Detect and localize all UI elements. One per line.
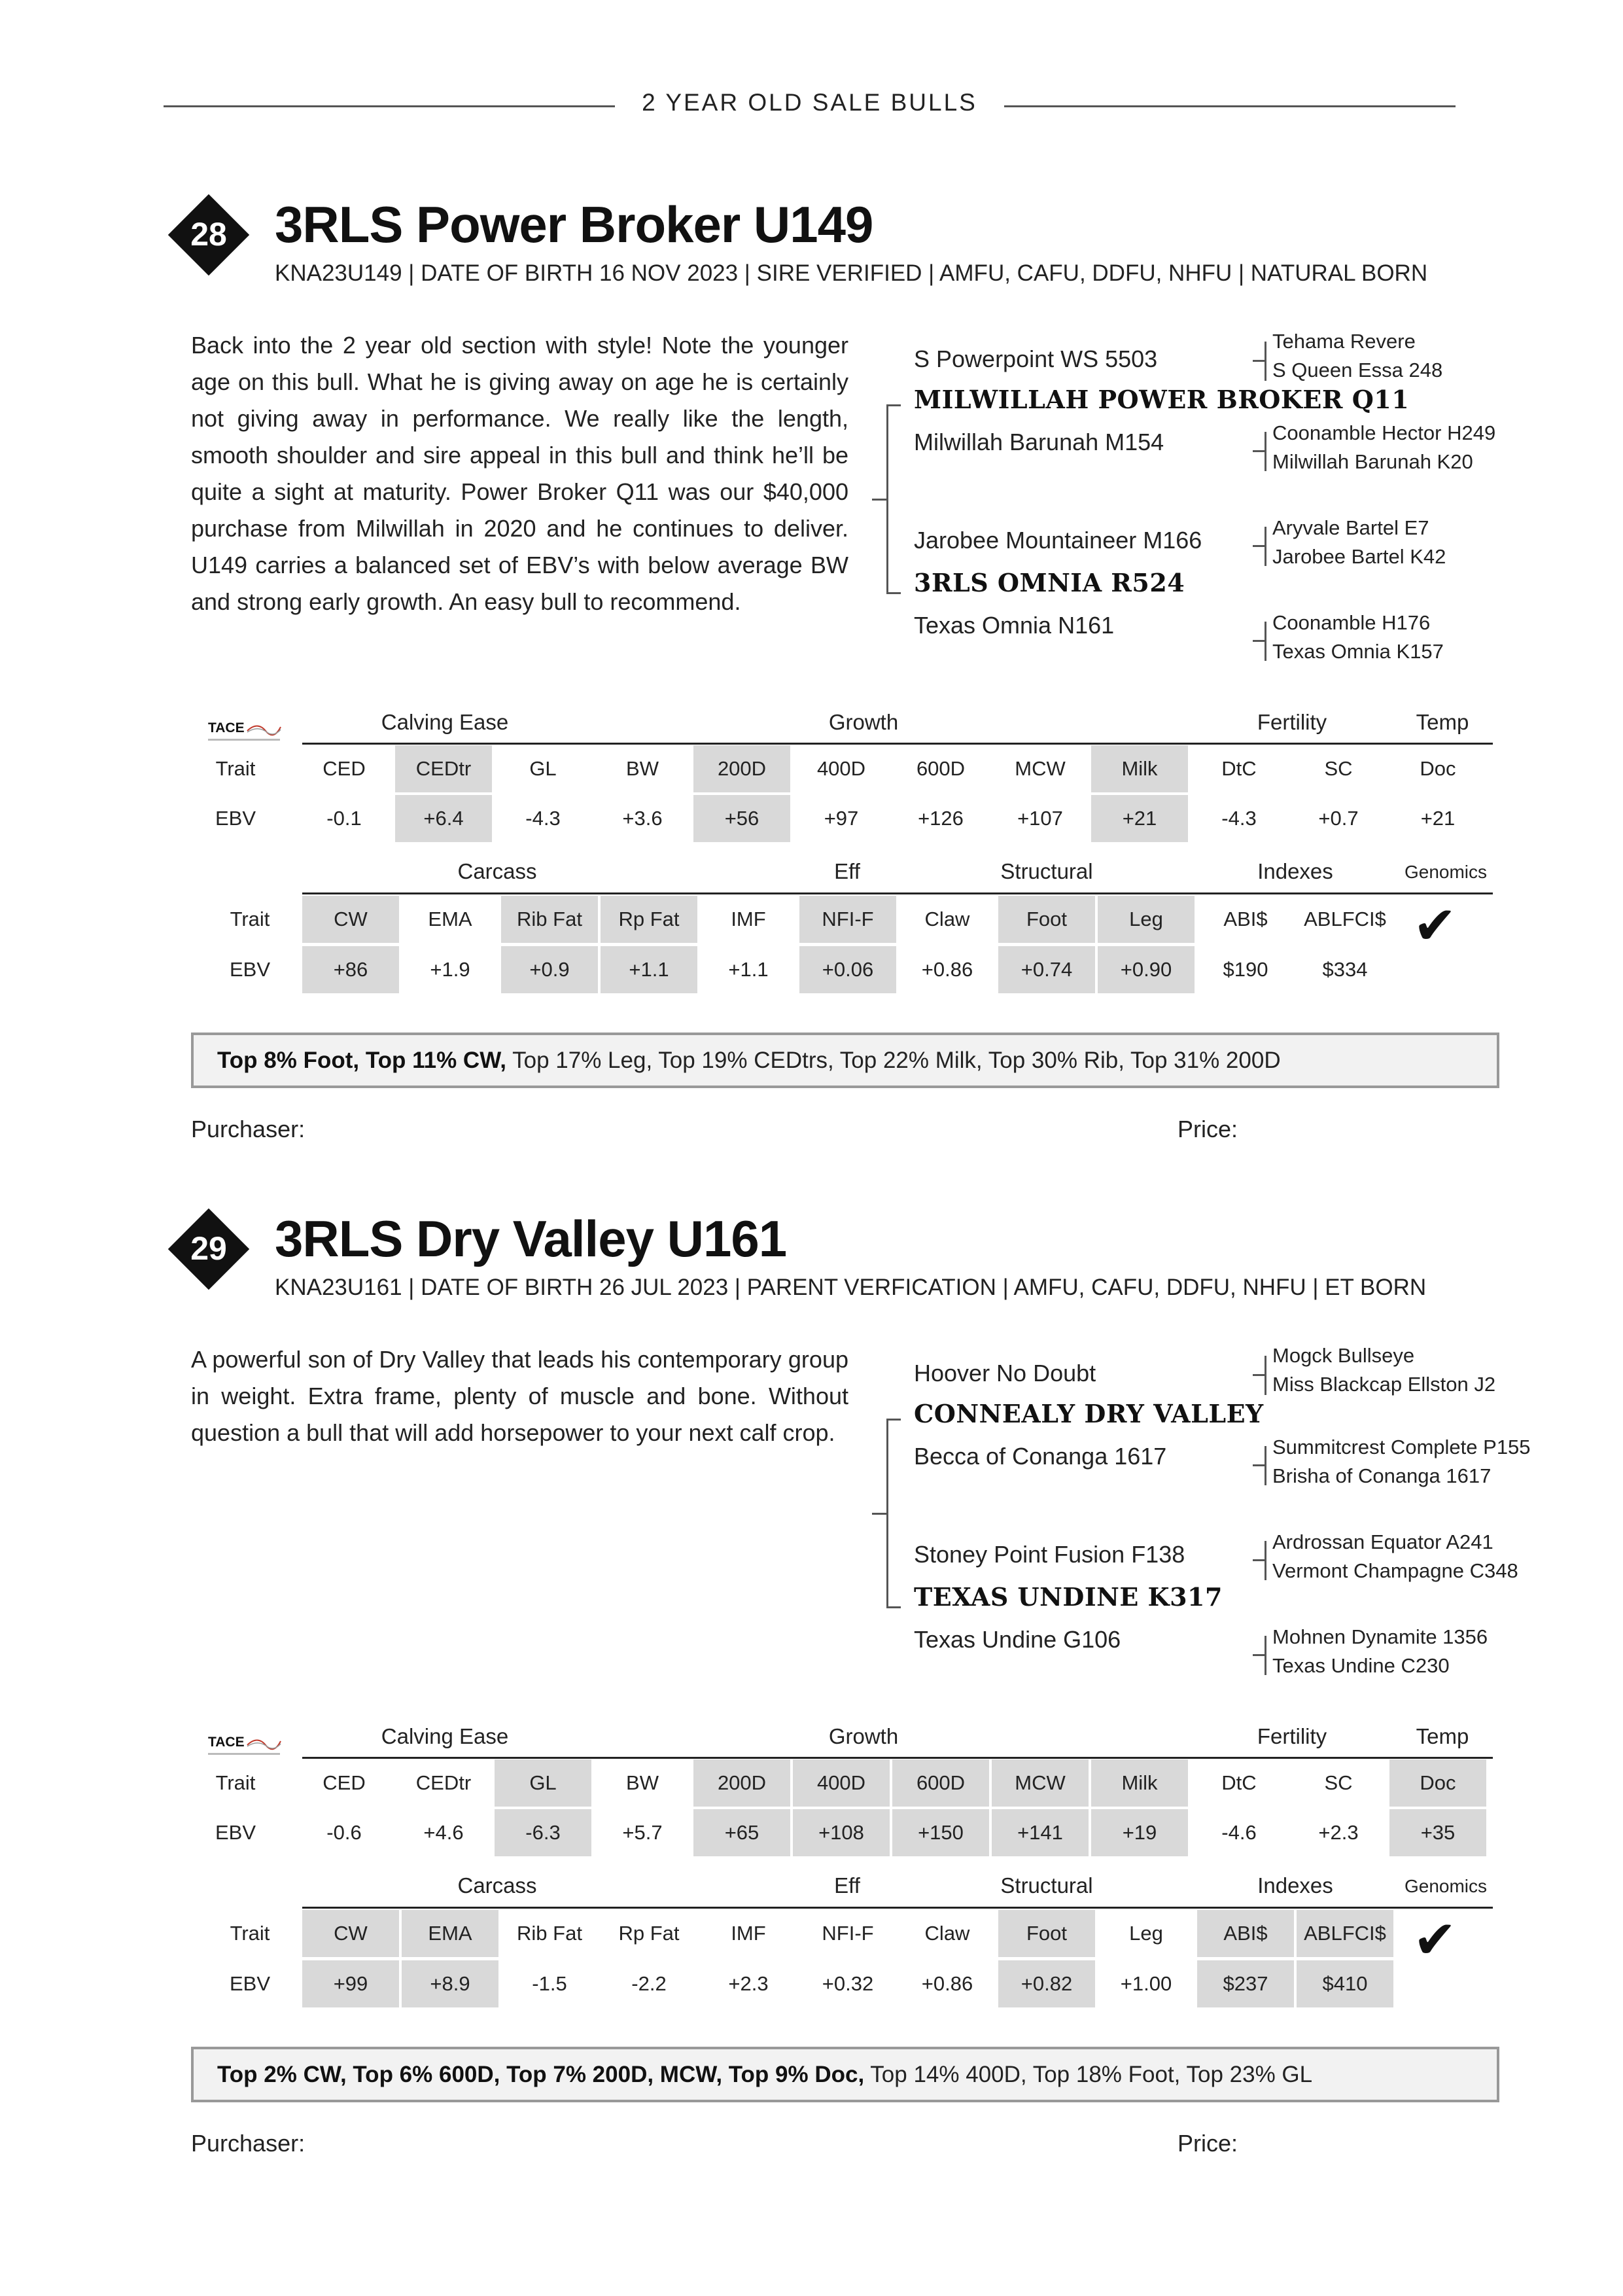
group-calving-ease: Calving Ease bbox=[381, 1724, 509, 1748]
pedigree-sire-dam: Milwillah Barunah M154 bbox=[914, 429, 1164, 455]
pedigree-bracket bbox=[886, 404, 901, 594]
ebv-value: +21 bbox=[1091, 795, 1188, 842]
trait-header: BW bbox=[626, 757, 659, 780]
grandparent: Coonamble Hector H249 bbox=[1272, 421, 1496, 444]
pedigree-bracket-stub bbox=[872, 1513, 888, 1515]
trait-header: Milk bbox=[1091, 1759, 1188, 1807]
ebv-value: +56 bbox=[693, 795, 790, 842]
ebv-value: +19 bbox=[1091, 1809, 1188, 1856]
group-indexes: Indexes bbox=[1257, 1873, 1333, 1898]
grandparent: Coonamble H176 bbox=[1272, 611, 1431, 634]
ebv-value: +108 bbox=[793, 1809, 890, 1856]
purchaser-label: Purchaser: bbox=[191, 2130, 305, 2157]
ebv-value: -4.3 bbox=[525, 807, 561, 830]
group-growth: Growth bbox=[828, 710, 899, 734]
ebv-value: +0.9 bbox=[501, 946, 598, 993]
trait-header: Rib Fat bbox=[501, 896, 598, 943]
grandparents-4 bbox=[1272, 609, 1444, 666]
ebv-value: +0.06 bbox=[799, 946, 896, 993]
genomics-check-icon: ✔ bbox=[1413, 1909, 1457, 1970]
trait-header: Claw bbox=[924, 908, 970, 930]
tace-logo-text: TACE bbox=[208, 720, 245, 735]
ebv-value: +126 bbox=[918, 807, 964, 830]
row-label-ebv: EBV bbox=[215, 1821, 256, 1844]
ebv-table bbox=[196, 1724, 1505, 2025]
grandparent: S Queen Essa 248 bbox=[1272, 359, 1443, 381]
pedigree-dam-dam: Texas Omnia N161 bbox=[914, 612, 1115, 639]
trait-header: Doc bbox=[1389, 1759, 1486, 1807]
ebv-value: +107 bbox=[1017, 807, 1063, 830]
ebv-value: -6.3 bbox=[495, 1809, 591, 1856]
ebv-value: -4.3 bbox=[1221, 807, 1257, 830]
lot-meta: KNA23U161 | DATE OF BIRTH 26 JUL 2023 | PARENT VERFICATION | AMFU, CAFU, DDFU, NHFU | ET BORN bbox=[275, 1275, 1427, 1300]
grandparent: Miss Blackcap Ellston J2 bbox=[1272, 1373, 1496, 1396]
trait-header: 600D bbox=[892, 1759, 989, 1807]
grandparent: Jarobee Bartel K42 bbox=[1272, 545, 1446, 568]
grandparents-1 bbox=[1272, 1341, 1495, 1399]
pedigree-sire: MILWILLAH POWER BROKER Q11 bbox=[914, 385, 1410, 414]
ebv-value: +141 bbox=[992, 1809, 1089, 1856]
gp-connector bbox=[1253, 1356, 1266, 1395]
grandparents-2 bbox=[1272, 1433, 1531, 1491]
pedigree-sire-sire: S Powerpoint WS 5503 bbox=[914, 345, 1158, 372]
trait-header: 200D bbox=[693, 1759, 790, 1807]
trait-header: CEDtr bbox=[395, 745, 492, 792]
grandparent: Brisha of Conanga 1617 bbox=[1272, 1464, 1492, 1487]
row-label-trait-2: Trait bbox=[230, 1922, 270, 1945]
ebv-value: +2.3 bbox=[728, 1972, 769, 1995]
ebv-value: +8.9 bbox=[402, 1960, 498, 2007]
ebv-value: -1.5 bbox=[532, 1972, 567, 1995]
trait-header: Rp Fat bbox=[618, 1922, 680, 1945]
trait-header: NFI-F bbox=[799, 896, 896, 943]
tace-logo-text: TACE bbox=[208, 1735, 245, 1750]
ebv-value: +6.4 bbox=[395, 795, 492, 842]
ebv-value: -0.6 bbox=[326, 1821, 362, 1844]
pedigree-sire: CONNEALY DRY VALLEY bbox=[914, 1399, 1264, 1428]
ebv-value: -0.1 bbox=[326, 807, 362, 830]
pedigree-sire-dam: Becca of Conanga 1617 bbox=[914, 1443, 1167, 1470]
trait-header: 400D bbox=[816, 757, 866, 780]
gp-connector bbox=[1253, 1636, 1266, 1675]
pedigree-bracket-stub bbox=[872, 499, 888, 501]
gp-connector bbox=[1253, 1446, 1266, 1485]
genomics-check-icon: ✔ bbox=[1413, 895, 1457, 956]
trait-header: 600D bbox=[916, 757, 966, 780]
pedigree bbox=[867, 1341, 1586, 1695]
row-label-trait: Trait bbox=[215, 1771, 256, 1794]
ebv-value: +0.86 bbox=[921, 1972, 973, 1995]
trait-header: CED bbox=[323, 1771, 366, 1794]
group-temp: Temp bbox=[1416, 1724, 1469, 1748]
section-title: 2 YEAR OLD SALE BULLS bbox=[642, 89, 977, 116]
ebv-value: +4.6 bbox=[423, 1821, 464, 1844]
ebv-value: +97 bbox=[824, 807, 859, 830]
group-temp: Temp bbox=[1416, 710, 1469, 734]
ebv-value: $410 bbox=[1297, 1960, 1393, 2007]
trait-header: SC bbox=[1324, 1771, 1353, 1794]
grandparent: Aryvale Bartel E7 bbox=[1272, 516, 1429, 539]
row-label-ebv-2: EBV bbox=[229, 958, 271, 981]
ebv-value: +1.1 bbox=[728, 958, 769, 981]
trait-header: Foot bbox=[998, 1910, 1095, 1957]
trait-header: Rp Fat bbox=[601, 896, 697, 943]
group-eff: Eff bbox=[834, 859, 860, 883]
trait-header: IMF bbox=[731, 908, 766, 930]
lot-description: A powerful son of Dry Valley that leads his contemporary group in weight. Extra frame, plenty of muscle and bone. Without question a bull that will add horsepower to your next calf crop. bbox=[191, 1346, 848, 1446]
grandparents-2 bbox=[1272, 419, 1495, 476]
trait-header: ABI$ bbox=[1223, 908, 1268, 930]
pedigree-sire-sire: Hoover No Doubt bbox=[914, 1360, 1096, 1386]
ebv-table bbox=[196, 710, 1505, 1011]
row-label-trait-2: Trait bbox=[230, 908, 270, 930]
gp-connector bbox=[1253, 432, 1266, 471]
group-fertility: Fertility bbox=[1257, 710, 1327, 734]
group-fertility: Fertility bbox=[1257, 1724, 1327, 1748]
ebv-value: +0.82 bbox=[998, 1960, 1095, 2007]
ebv-value: +99 bbox=[302, 1960, 399, 2007]
pedigree-dam-dam: Texas Undine G106 bbox=[914, 1626, 1121, 1653]
grandparent: Milwillah Barunah K20 bbox=[1272, 450, 1473, 473]
lot-number: 28 bbox=[190, 216, 227, 253]
grandparents-3 bbox=[1272, 1528, 1518, 1585]
price-label: Price: bbox=[1178, 1116, 1238, 1142]
ebv-value: +2.3 bbox=[1318, 1821, 1359, 1844]
group-genomics: Genomics bbox=[1404, 1876, 1488, 1896]
trait-header: NFI-F bbox=[822, 1922, 874, 1945]
ebv-value: +0.7 bbox=[1318, 807, 1359, 830]
trait-header: BW bbox=[626, 1771, 659, 1794]
pedigree-dam-sire: Jarobee Mountaineer M166 bbox=[914, 527, 1202, 554]
top-percentiles-bold: Top 8% Foot, Top 11% CW, bbox=[217, 1048, 507, 1073]
top-percentiles-rest: Top 14% 400D, Top 18% Foot, Top 23% GL bbox=[864, 2062, 1313, 2087]
trait-header: Leg bbox=[1098, 896, 1195, 943]
group-calving-ease: Calving Ease bbox=[381, 710, 509, 734]
trait-header: ABLFCI$ bbox=[1297, 1910, 1393, 1957]
pedigree bbox=[867, 327, 1586, 680]
ebv-value: $334 bbox=[1322, 958, 1368, 981]
ebv-value: +150 bbox=[892, 1809, 989, 1856]
trait-header: Milk bbox=[1091, 745, 1188, 792]
trait-header: GL bbox=[529, 757, 557, 780]
trait-header: MCW bbox=[992, 1759, 1089, 1807]
trait-header: CEDtr bbox=[415, 1771, 472, 1794]
trait-header: Rib Fat bbox=[517, 1922, 582, 1945]
ebv-rule-1 bbox=[302, 1757, 1493, 1759]
trait-header: Doc bbox=[1420, 757, 1456, 780]
trait-header: EMA bbox=[428, 908, 472, 930]
ebv-rule-1 bbox=[302, 743, 1493, 745]
pedigree-bracket bbox=[886, 1419, 901, 1608]
purchaser-label: Purchaser: bbox=[191, 1116, 305, 1142]
grandparent: Summitcrest Complete P155 bbox=[1272, 1436, 1531, 1458]
trait-header: MCW bbox=[1015, 757, 1066, 780]
price-label: Price: bbox=[1178, 2130, 1238, 2157]
grandparents-1 bbox=[1272, 327, 1442, 385]
lot-meta: KNA23U149 | DATE OF BIRTH 16 NOV 2023 | SIRE VERIFIED | AMFU, CAFU, DDFU, NHFU | NATURAL BORN bbox=[275, 260, 1428, 286]
ebv-value: +35 bbox=[1389, 1809, 1486, 1856]
trait-header: Claw bbox=[924, 1922, 970, 1945]
grandparent: Ardrossan Equator A241 bbox=[1272, 1530, 1493, 1553]
gp-connector bbox=[1253, 342, 1266, 381]
group-growth: Growth bbox=[828, 1724, 899, 1748]
ebv-value: +0.90 bbox=[1098, 946, 1195, 993]
lot-name: 3RLS Power Broker U149 bbox=[275, 196, 873, 253]
grandparent: Texas Omnia K157 bbox=[1272, 640, 1444, 663]
group-carcass: Carcass bbox=[457, 1873, 537, 1898]
pedigree-dam: 3RLS OMNIA R524 bbox=[914, 568, 1185, 597]
top-percentiles-bold: Top 2% CW, Top 6% 600D, Top 7% 200D, MCW, Top 9% Doc, bbox=[217, 2062, 865, 2087]
ebv-value: -4.6 bbox=[1221, 1821, 1257, 1844]
ebv-value: +3.6 bbox=[622, 807, 663, 830]
ebv-value: +0.32 bbox=[822, 1972, 874, 1995]
group-genomics: Genomics bbox=[1404, 862, 1488, 882]
grandparent: Tehama Revere bbox=[1272, 330, 1416, 353]
pedigree-dam-sire: Stoney Point Fusion F138 bbox=[914, 1541, 1185, 1568]
ebv-value: -2.2 bbox=[631, 1972, 667, 1995]
top-percentiles bbox=[191, 2047, 1499, 2102]
ebv-value: +1.00 bbox=[1120, 1972, 1172, 1995]
ebv-rule-2 bbox=[302, 892, 1493, 894]
lot-number-badge bbox=[167, 1207, 251, 1291]
lot-number-badge bbox=[167, 193, 251, 277]
grandparent: Texas Undine C230 bbox=[1272, 1654, 1450, 1677]
ebv-value: +0.74 bbox=[998, 946, 1095, 993]
gp-connector bbox=[1253, 622, 1266, 661]
ebv-value: +1.1 bbox=[601, 946, 697, 993]
group-indexes: Indexes bbox=[1257, 859, 1333, 883]
trait-header: CW bbox=[302, 1910, 399, 1957]
gp-connector bbox=[1253, 527, 1266, 566]
group-structural: Structural bbox=[1000, 1873, 1093, 1898]
trait-header: 400D bbox=[793, 1759, 890, 1807]
trait-header: ABI$ bbox=[1197, 1910, 1294, 1957]
grandparent: Vermont Champagne C348 bbox=[1272, 1559, 1518, 1582]
trait-header: Leg bbox=[1129, 1922, 1163, 1945]
row-label-ebv: EBV bbox=[215, 807, 256, 830]
trait-header: DtC bbox=[1221, 1771, 1257, 1794]
lot-number: 29 bbox=[190, 1230, 227, 1267]
ebv-value: $190 bbox=[1223, 958, 1268, 981]
lot-card bbox=[0, 1014, 1623, 2192]
trait-header: EMA bbox=[402, 1910, 498, 1957]
lot-description: Back into the 2 year old section with style! Note the younger age on this bull. What he is giving away on age he is certainly not giving away in performance. We really like the length, smooth shoulder and sire appeal in this bull and think he’ll be quite a sight at maturity. Power Broker Q11 was our $40,000 purchase from Milwillah in 2020 and he continues to deliver. U149 carries a balanced set of EBV’s with below average BW and strong early growth. An easy bull to recommend. bbox=[191, 332, 848, 615]
trait-header: DtC bbox=[1221, 757, 1257, 780]
trait-header: Foot bbox=[998, 896, 1095, 943]
pedigree-dam: TEXAS UNDINE K317 bbox=[914, 1582, 1223, 1612]
trait-header: CED bbox=[323, 757, 366, 780]
ebv-value: +21 bbox=[1420, 807, 1456, 830]
gp-connector bbox=[1253, 1541, 1266, 1580]
ebv-value: +1.9 bbox=[430, 958, 470, 981]
trait-header: GL bbox=[495, 1759, 591, 1807]
ebv-value: +65 bbox=[693, 1809, 790, 1856]
grandparents-4 bbox=[1272, 1623, 1488, 1680]
ebv-value: $237 bbox=[1197, 1960, 1294, 2007]
grandparent: Mogck Bullseye bbox=[1272, 1344, 1415, 1367]
lot-name: 3RLS Dry Valley U161 bbox=[275, 1210, 787, 1267]
ebv-value: +86 bbox=[302, 946, 399, 993]
ebv-value: +0.86 bbox=[921, 958, 973, 981]
trait-header: SC bbox=[1324, 757, 1353, 780]
group-carcass: Carcass bbox=[457, 859, 537, 883]
trait-header: ABLFCI$ bbox=[1304, 908, 1386, 930]
row-label-ebv-2: EBV bbox=[229, 1972, 271, 1995]
row-label-trait: Trait bbox=[215, 757, 256, 780]
group-structural: Structural bbox=[1000, 859, 1093, 883]
ebv-value: +5.7 bbox=[622, 1821, 663, 1844]
trait-header: IMF bbox=[731, 1922, 766, 1945]
grandparent: Mohnen Dynamite 1356 bbox=[1272, 1625, 1488, 1648]
trait-header: CW bbox=[302, 896, 399, 943]
top-percentiles-rest: Top 17% Leg, Top 19% CEDtrs, Top 22% Milk, Top 30% Rib, Top 31% 200D bbox=[506, 1048, 1281, 1073]
group-eff: Eff bbox=[834, 1873, 860, 1898]
grandparents-3 bbox=[1272, 514, 1446, 571]
ebv-rule-2 bbox=[302, 1907, 1493, 1909]
trait-header: 200D bbox=[693, 745, 790, 792]
